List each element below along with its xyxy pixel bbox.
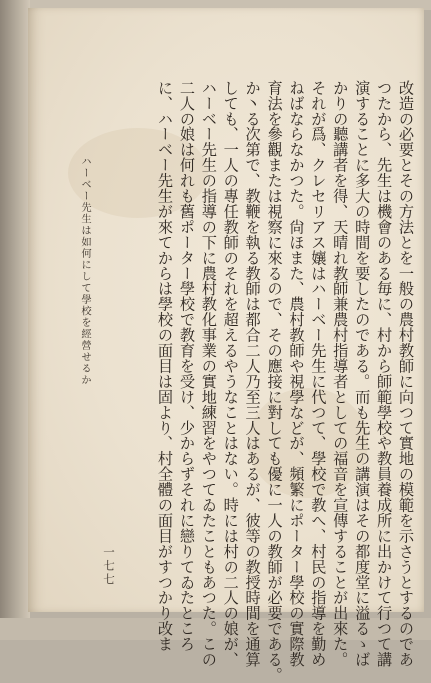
text-column: 改造の必要とその方法とを一般の農村教師に向つて實地の模範を示さうとするのであ (397, 80, 415, 668)
text-column: 二人の娘は何れも舊ポーター學校で教育を受け、少からずそれに戀りてゐたところ (177, 80, 196, 652)
book-page (28, 8, 424, 683)
text-column: に、ハーベー先生が來てからは學校の面目は固より、村全體の面目がすつかり改ま (156, 80, 175, 652)
page-number: 一七七 (102, 546, 116, 587)
text-column: ハーベー先生の指導の下に農村教化事業の實地練習をやつてゐたこともあつた。この (199, 80, 218, 668)
text-column: 演することに多大の時間を要したのである。而も先生の講演はその都度堂に溢るゝば (353, 80, 372, 668)
text-column: つたから、先生は機會のある毎に、村から師範學校や教員養成所に出かけて行つて講 (375, 80, 394, 668)
text-column: 育法を參觀または視察に來るので、その應接に對しても優に一人の教師が必要である。 (265, 80, 284, 683)
text-column: ねばならなかつた。尙ほまた、農村教師や視學などが、頻繁にポーター學校の實際教 (287, 80, 306, 668)
text-column: かりの聽講者を得、天晴れ教師兼農村指導者としての福音を宣傳することが出來た。 (331, 80, 350, 668)
running-head: ハーベー先生は如何にして學校を經營せるか (79, 156, 91, 386)
book-gutter-shadow (0, 0, 30, 640)
text-column: か丶る次第で、教鞭を執る教師は都合二人乃至三人はあるが、彼等の教授時間を通算 (243, 80, 262, 668)
text-column: しても、一人の專任教師のそれを超えるやうなことはない。時には村の二人の娘が、 (221, 80, 240, 668)
text-column: それが爲、クレセリアス孃はハーベー先生に代つて、學校で教へ、村民の指導を勤め (309, 80, 328, 668)
body-text (153, 80, 416, 683)
